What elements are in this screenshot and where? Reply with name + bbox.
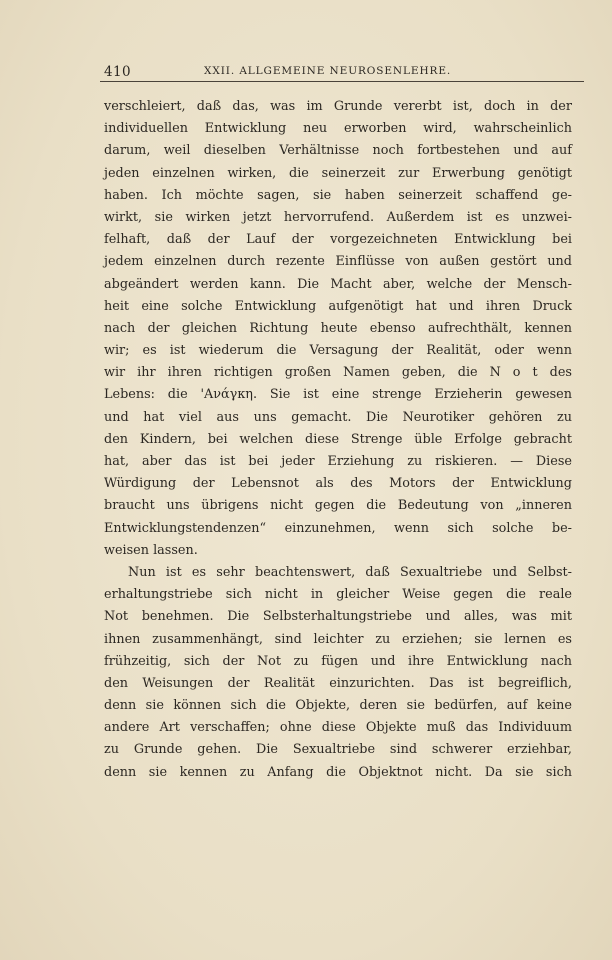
text-line: zu Grunde gehen. Die Sexualtriebe sind schwerer erziehbar, xyxy=(104,742,572,758)
text-line: und hat viel aus uns gemacht. Die Neurotiker gehören zu xyxy=(104,409,572,425)
text-line: Würdigung der Lebensnot als des Motors der Entwicklung xyxy=(104,476,572,492)
text-line: wir; es ist wiederum die Versagung der Realität, oder wenn xyxy=(104,343,572,359)
text-line: heit eine solche Entwicklung aufgenötigt hat und ihren Druck xyxy=(104,298,572,314)
header-rule xyxy=(100,81,584,82)
text-line: Entwicklungstendenzen“ einzunehmen, wenn sich solche be- xyxy=(104,520,572,536)
running-head xyxy=(100,64,584,82)
text-line: abgeändert werden kann. Die Macht aber, welche der Mensch- xyxy=(104,276,572,292)
text-line: braucht uns übrigens nicht gegen die Bedeutung von „inneren xyxy=(104,498,572,514)
text-line: nach der gleichen Richtung heute ebenso aufrechthält, kennen xyxy=(104,320,572,336)
page-number: 410 xyxy=(104,64,131,80)
text-line: erhaltungstriebe sich nicht in gleicher Weise gegen die reale xyxy=(104,587,572,603)
text-line: darum, weil dieselben Verhältnisse noch fortbestehen und auf xyxy=(104,143,572,159)
text-line: wir ihr ihren richtigen großen Namen geben, die N o t des xyxy=(104,365,572,381)
text-line: jeden einzelnen wirken, die seinerzeit zur Erwerbung genötigt xyxy=(104,165,572,181)
text-line: Not benehmen. Die Selbsterhaltungstriebe und alles, was mit xyxy=(104,609,572,625)
text-line: verschleiert, daß das, was im Grunde vererbt ist, doch in der xyxy=(104,99,572,114)
text-line: wirkt, sie wirken jetzt hervorrufend. Außerdem ist es unzwei- xyxy=(104,209,572,225)
running-title: XXII. ALLGEMEINE NEUROSENLEHRE. xyxy=(204,65,452,77)
text-line: den Weisungen der Realität einzurichten. Das ist begreiflich, xyxy=(104,675,572,691)
text-line: weisen lassen. xyxy=(104,542,198,558)
text-line: den Kindern, bei welchen diese Strenge üble Erfolge gebracht xyxy=(104,431,572,447)
text-line: Lebens: die 'Ανάγκη. Sie ist eine strenge Erzieherin gewesen xyxy=(104,387,572,403)
text-line: denn sie kennen zu Anfang die Objektnot nicht. Da sie sich xyxy=(104,764,572,780)
text-line: Nun ist es sehr beachtenswert, daß Sexualtriebe und Selbst- xyxy=(128,564,572,580)
text-line: frühzeitig, sich der Not zu fügen und ihre Entwicklung nach xyxy=(104,653,572,669)
text-line: hat, aber das ist bei jeder Erziehung zu riskieren. — Diese xyxy=(104,454,572,469)
text-line: andere Art verschaffen; ohne diese Objekte muß das Individuum xyxy=(104,720,572,736)
paragraph-2 xyxy=(104,562,572,784)
text-line: denn sie können sich die Objekte, deren sie bedürfen, auf keine xyxy=(104,698,572,714)
text-line: jedem einzelnen durch rezente Einflüsse von außen gestört und xyxy=(104,254,572,270)
paragraph-1 xyxy=(104,96,572,562)
text-line: ihnen zusammenhängt, sind leichter zu erziehen; sie lernen es xyxy=(104,631,572,647)
text-line: haben. Ich möchte sagen, sie haben seinerzeit schaffend ge- xyxy=(104,187,572,203)
text-line: felhaft, daß der Lauf der vorgezeichneten Entwicklung bei xyxy=(104,232,572,248)
text-line: individuellen Entwicklung neu erworben wird, wahrscheinlich xyxy=(104,121,572,137)
body-text xyxy=(104,96,572,784)
